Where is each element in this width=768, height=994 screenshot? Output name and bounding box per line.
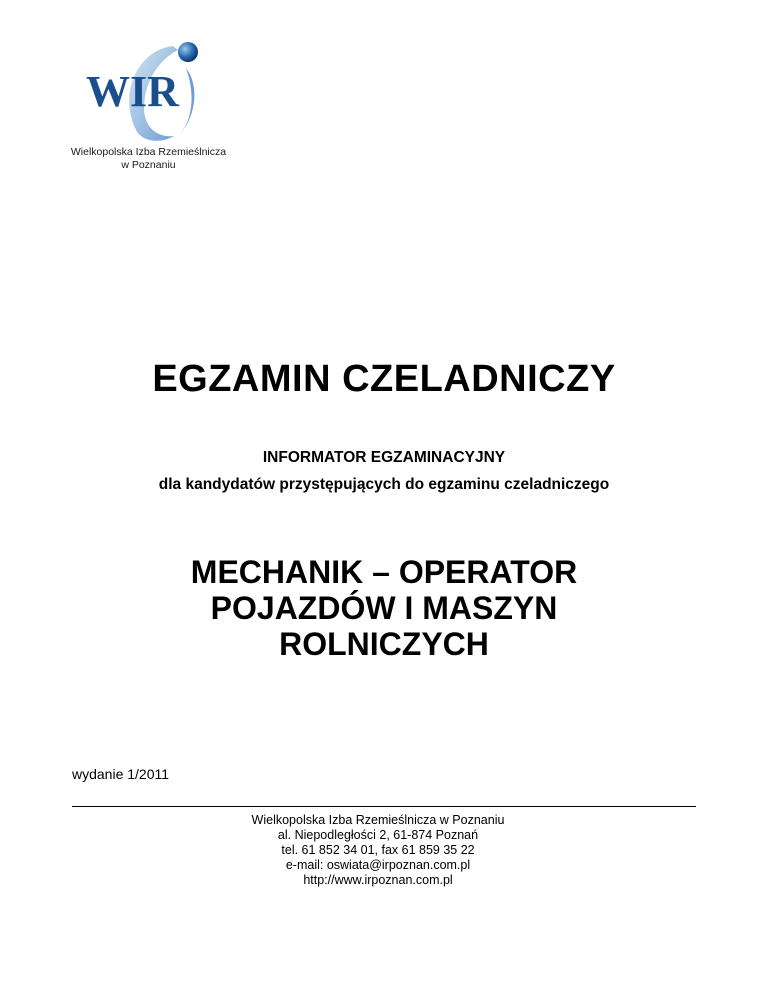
page-title: EGZAMIN CZELADNICZY [152, 358, 616, 400]
profession-line2: POJAZDÓW I MASZYN [210, 590, 558, 626]
logo-caption-line2: w Poznaniu [121, 159, 176, 171]
profession-line1: MECHANIK – OPERATOR [190, 554, 578, 590]
profession-line3: ROLNICZYCH [279, 626, 489, 662]
contact-address: al. Niepodległości 2, 61-874 Poznań [277, 828, 479, 842]
logo-caption-line1: Wielkopolska Izba Rzemieślnicza [70, 146, 227, 158]
logo-initials: WIR [86, 67, 179, 116]
informator-subtitle: dla kandydatów przystępujących do egzaminu czeladniczego [158, 476, 610, 493]
edition-label: wydanie 1/2011 [72, 766, 170, 782]
contact-email: e-mail: oswiata@irpoznan.com.pl [285, 858, 471, 872]
wir-emblem-icon [78, 38, 218, 148]
divider [72, 806, 696, 807]
wir-logo [66, 38, 231, 178]
contact-org: Wielkopolska Izba Rzemieślnicza w Poznaniu [251, 813, 505, 827]
contact-phone: tel. 61 852 34 01, fax 61 859 35 22 [281, 843, 475, 857]
profession-title [0, 554, 768, 662]
contact-block [228, 813, 528, 888]
contact-website: http://www.irpoznan.com.pl [303, 873, 453, 887]
informator-title: INFORMATOR EGZAMINACYJNY [262, 449, 506, 466]
logo-caption [66, 146, 231, 172]
